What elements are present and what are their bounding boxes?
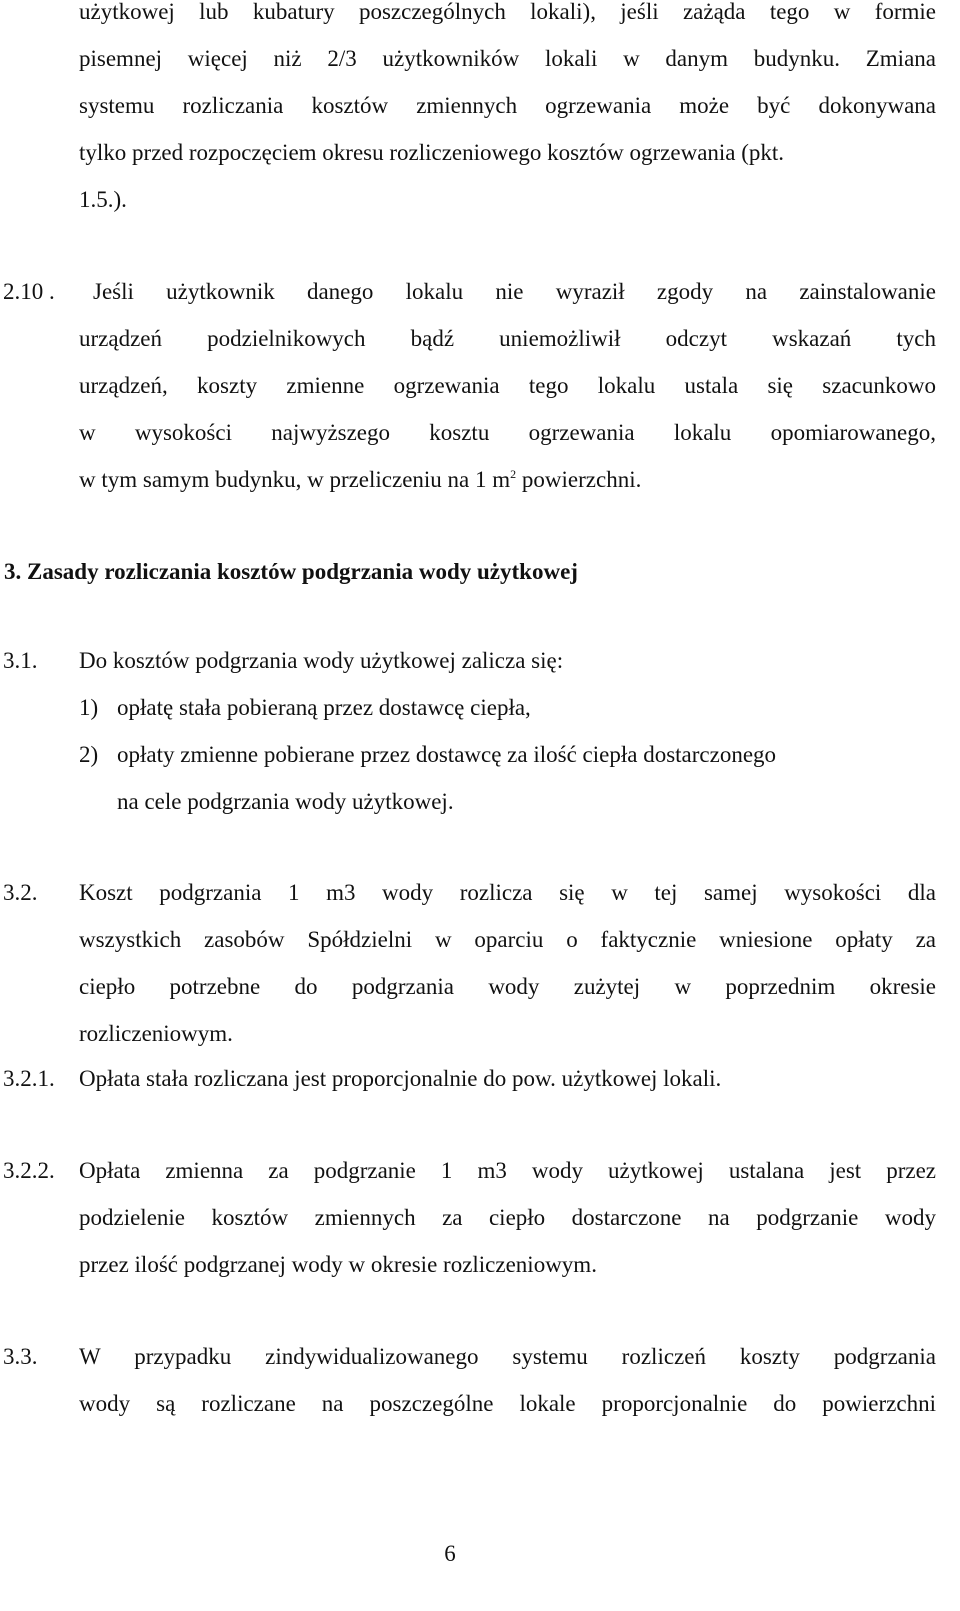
text-line: W przypadku zindywidualizowanego systemu rozliczeń koszty podgrzania xyxy=(79,1344,936,1369)
section-number: 2.10 . xyxy=(3,279,55,304)
text-line: 1.5.). xyxy=(79,187,127,212)
text-line: Do kosztów podgrzania wody użytkowej zalicza się: xyxy=(79,648,564,673)
text-span: opłatę stała pobieraną przez dostawcę ciepła, xyxy=(117,695,531,720)
text-line: wszystkich zasobów Spółdzielni w oparciu o faktycznie wniesione opłaty za xyxy=(79,927,936,952)
text-line: na cele podgrzania wody użytkowej. xyxy=(117,789,454,814)
paragraph-3-2 xyxy=(79,869,936,1057)
text-span: powierzchni. xyxy=(516,467,642,492)
list-marker: 2) xyxy=(79,742,99,767)
paragraph-3-1 xyxy=(79,637,936,684)
paragraph-3-2-2 xyxy=(79,1147,936,1288)
paragraph-2-10 xyxy=(79,268,936,503)
paragraph-continuation xyxy=(79,0,936,223)
section-number: 3.2.2. xyxy=(3,1158,55,1183)
list-marker: 1) xyxy=(79,695,99,720)
text-line: wody są rozliczane na poszczególne lokale proporcjonalnie do powierzchni xyxy=(79,1391,936,1416)
section-heading: 3. Zasady rozliczania kosztów podgrzania wody użytkowej xyxy=(4,559,578,584)
text-line xyxy=(79,684,939,731)
paragraph-3-2-1 xyxy=(79,1055,936,1102)
text-line: Opłata stała rozliczana jest proporcjonalnie do pow. użytkowej lokali. xyxy=(79,1066,722,1091)
text-line: urządzeń podzielnikowych bądź uniemożliwił odczyt wskazań tych xyxy=(79,326,936,351)
text-line: Opłata zmienna za podgrzanie 1 m3 wody użytkowej ustalana jest przez xyxy=(79,1158,936,1183)
text-line: rozliczeniowym. xyxy=(79,1021,233,1046)
list-item xyxy=(79,731,939,825)
text-line xyxy=(79,456,936,503)
text-line: ciepło potrzebne do podgrzania wody zużytej w poprzednim okresie xyxy=(79,974,936,999)
text-line xyxy=(79,731,939,778)
section-number: 3.3. xyxy=(3,1344,38,1369)
section-number: 3.1. xyxy=(3,648,38,673)
superscript: 2 xyxy=(510,467,517,481)
text-line: pisemnej więcej niż 2/3 użytkowników lokali w danym budynku. Zmiana xyxy=(79,46,936,71)
text-line: urządzeń, koszty zmienne ogrzewania tego lokalu ustala się szacunkowo xyxy=(79,373,936,398)
text-line: systemu rozliczania kosztów zmiennych ogrzewania może być dokonywana xyxy=(79,93,936,118)
section-number: 3.2. xyxy=(3,880,38,905)
section-number: 3.2.1. xyxy=(3,1066,55,1091)
text-line: użytkowej lub kubatury poszczególnych lokali), jeśli zażąda tego w formie xyxy=(79,0,936,24)
list-item xyxy=(79,684,939,731)
text-line: tylko przed rozpoczęciem okresu rozliczeniowego kosztów ogrzewania (pkt. xyxy=(79,140,785,165)
text-line: podzielenie kosztów zmiennych za ciepło dostarczone na podgrzanie wody xyxy=(79,1205,936,1230)
text-line: Koszt podgrzania 1 m3 wody rozlicza się w tej samej wysokości dla xyxy=(79,880,936,905)
text-span: w tym samym budynku, w przeliczeniu na 1 m xyxy=(79,467,511,492)
paragraph-3-3 xyxy=(79,1333,936,1427)
text-line: w wysokości najwyższego kosztu ogrzewania lokalu opomiarowanego, xyxy=(79,420,936,445)
page-number: 6 xyxy=(444,1541,456,1566)
text-span: opłaty zmienne pobierane przez dostawcę za ilość ciepła dostarczonego xyxy=(117,742,777,767)
text-line: Jeśli użytkownik danego lokalu nie wyraził zgody na zainstalowanie xyxy=(93,279,936,304)
text-line: przez ilość podgrzanej wody w okresie rozliczeniowym. xyxy=(79,1252,597,1277)
